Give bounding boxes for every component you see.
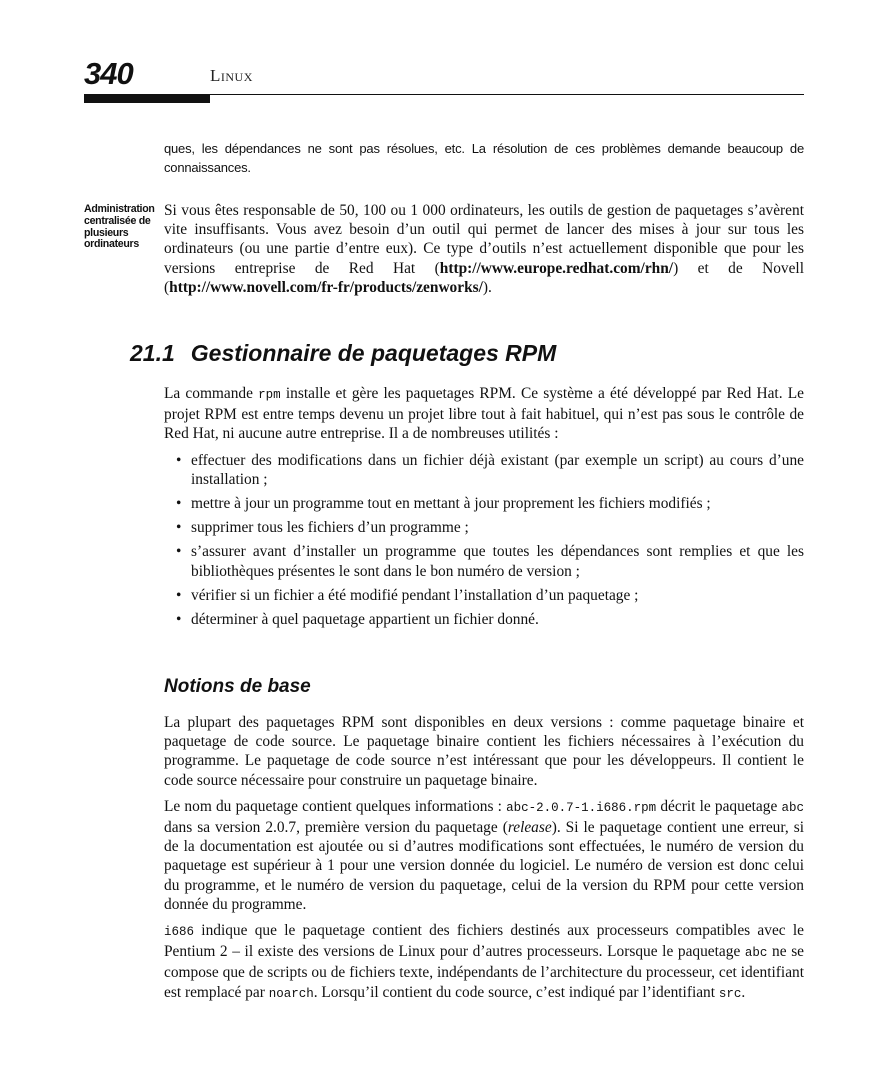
list-item: • mettre à jour un programme tout en mettant à jour proprement les fichiers modifiés ;: [176, 494, 804, 513]
code-abc: abc: [744, 946, 768, 961]
release-term: release: [507, 819, 552, 837]
code-src: src: [718, 986, 742, 1001]
code-package-name: abc-2.0.7-1.i686.rpm: [506, 800, 657, 815]
novell-link[interactable]: http://www.novell.com/fr-fr/products/zenworks/: [169, 278, 483, 296]
admin-text-3: ).: [482, 278, 492, 296]
running-title: Linux: [210, 66, 253, 85]
code-i686: i686: [164, 925, 195, 940]
subsection-heading: Notions de base: [164, 676, 311, 697]
list-item: • déterminer à quel paquetage appartient un fichier donné.: [176, 610, 804, 629]
list-item: • vérifier si un fichier a été modifié pendant l’installation d’un paquetage ;: [176, 586, 804, 605]
redhat-link[interactable]: http://www.europe.redhat.com/rhn/: [439, 259, 674, 277]
admin-text-1: Si vous êtes responsable de 50, 100 ou 1 000 ordinateurs, les outils de gestion de paquetages s’avèrent vite insuffisants. Vous avez besoin d’un outil qui permet de lancer des mises à jour sur tous les ordinateurs (ou une partie d’entre eux). Ce type d’outils n’est actuellement disponible que pour les versions entreprise de Red Hat (: [164, 202, 804, 277]
section-number: 21.1: [130, 340, 175, 366]
page-number: 340: [84, 56, 133, 91]
list-item: • s’assurer avant d’installer un programme que toutes les dépendances sont remplies et que les bibliothèques présentes le sont dans le bon numéro de version ;: [176, 542, 804, 580]
usage-list: [176, 451, 804, 630]
basics-paragraph-1: La plupart des paquetages RPM sont disponibles en deux versions : comme paquetage binaire et paquetage de code source. Le paquetage binaire contient les fichiers nécessaires à l’exécution du programme. Le paquetage de code source n’est intéressant que pour les développeurs. Il contient le code source nécessaire pour construire un paquetage binaire.: [164, 714, 804, 789]
list-item: • supprimer tous les fichiers d’un programme ;: [176, 518, 804, 537]
code-abc: abc: [781, 800, 804, 815]
basics-paragraph-3: i686 indique que le paquetage contient des fichiers destinés aux processeurs compatibles avec le Pentium 2 – il existe des versions de Linux pour d’autres processeurs. Lorsque le paquetage abc ne se compose que de scripts ou de fichiers texte, indépendants de l’architecture du processeur, cet identifiant est remplacé par noarch. Lorsqu’il contient du code source, c’est indiqué par l’identifiant src.: [164, 922, 805, 1001]
margin-note: Administration centralisée de plusieurs ordinateurs: [84, 203, 155, 251]
intro-note-text: ques, les dépendances ne sont pas résolues, etc. La résolution de ces problèmes demande beaucoup de connaissances.: [164, 141, 804, 175]
code-noarch: noarch: [268, 986, 314, 1001]
list-item: • effectuer des modifications dans un fichier déjà existant (par exemple un script) au cours d’une installation ;: [176, 451, 804, 489]
basics-body: [164, 713, 804, 1011]
code-rpm: rpm: [258, 388, 281, 402]
admin-paragraph: [164, 201, 804, 304]
admin-text-2: ) et de Novell (: [164, 259, 804, 296]
section-heading: [130, 340, 556, 367]
header-bar: [84, 94, 210, 103]
basics-paragraph-2: Le nom du paquetage contient quelques informations : abc-2.0.7-1.i686.rpm décrit le paquetage abc dans sa version 2.0.7, première version du paquetage (release). Si le paquetage contient une erreur, si de la documentation est ajoutée ou si d’autres modifications sont effectuées, le numéro de version du paquetage est supérieur à 1 pour une version donnée du logiciel. Le numéro de version est donc celui du programme, et le numéro de version du paquetage, celui de la version du RPM pour cette version donnée du programme.: [164, 797, 804, 913]
intro-note: [164, 139, 804, 184]
rpm-intro: La commande rpm installe et gère les paquetages RPM. Ce système a été développé par Red Hat. Le projet RPM est entre temps devenu un projet libre tout à fait habituel, qui n’est pas sous le contrôle de Red Hat, ni aucune autre entreprise. Il a de nombreuses utilités :: [164, 385, 804, 443]
section-title: Gestionnaire de paquetages RPM: [190, 340, 557, 366]
rpm-section-body: [164, 384, 804, 634]
